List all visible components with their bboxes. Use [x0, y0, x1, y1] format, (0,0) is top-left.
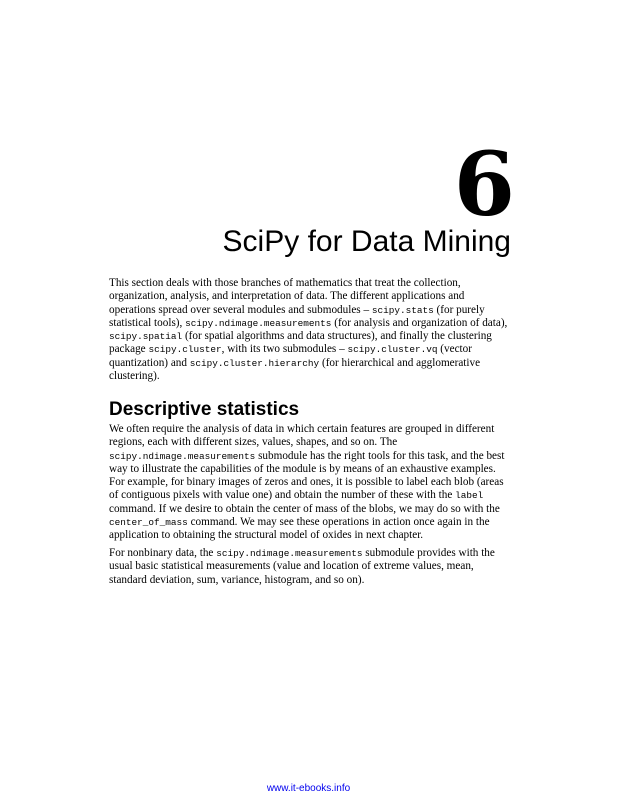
chapter-title: SciPy for Data Mining: [222, 225, 511, 258]
intro-text: (for spatial algorithms and data structures), and finally the clustering package: [109, 330, 492, 356]
desc1-text: submodule has the right tools for this task, and the best way to illustrate the capabilities of the module is by means of an exhaustive examples. For example, for binary images of zeros and ones, it is possible to label each blob (areas of contiguous pixels with value one) and obtain the number of these with the: [109, 449, 505, 502]
section-heading: Descriptive statistics: [109, 399, 300, 420]
intro-text: , with its two submodules –: [221, 343, 348, 356]
code-scipy-cluster: scipy.cluster: [148, 344, 222, 356]
chapter-number: 6: [453, 132, 515, 236]
intro-text: (for analysis and organization of data),: [331, 316, 508, 329]
code-scipy-ndimage-measurements: scipy.ndimage.measurements: [216, 548, 363, 559]
code-scipy-stats: scipy.stats: [371, 304, 434, 316]
code-label: label: [455, 490, 484, 502]
code-scipy-cluster-vq: scipy.cluster.vq: [347, 344, 438, 356]
descriptive-paragraph-1: [109, 423, 511, 543]
code-center-of-mass: center_of_mass: [109, 517, 188, 529]
intro-text: (for purely statistical tools),: [109, 303, 485, 329]
desc1-text: command. If we desire to obtain the center of mass of the blobs, we may do so with the: [109, 502, 500, 515]
desc2-text: For nonbinary data, the: [109, 547, 217, 559]
intro-text: This section deals with those branches of mathematics that treat the collection, organization, analysis, and interpretation of data. The different applications and operations spread over several modules and submodules –: [109, 277, 465, 316]
intro-paragraph: [109, 277, 511, 383]
code-scipy-ndimage-measurements: scipy.ndimage.measurements: [109, 450, 256, 462]
intro-text: (vector quantization) and: [109, 343, 472, 369]
footer-link[interactable]: www.it-ebooks.info: [266, 783, 351, 794]
desc1-text: command. We may see these operations in action once again in the application to obtaining the structural model of oxides in next chapter.: [109, 516, 490, 542]
descriptive-paragraph-2: [109, 547, 511, 587]
desc2-text: submodule provides with the usual basic statistical measurements (value and location of extreme values, mean, standard deviation, sum, variance, histogram, and so on).: [109, 547, 495, 586]
code-scipy-cluster-hierarchy: scipy.cluster.hierarchy: [189, 357, 320, 369]
intro-text: (for hierarchical and agglomerative clustering).: [109, 356, 481, 383]
code-scipy-ndimage-measurements: scipy.ndimage.measurements: [185, 317, 332, 329]
code-scipy-spatial: scipy.spatial: [109, 331, 183, 343]
desc1-text: We often require the analysis of data in which certain features are grouped in different regions, each with different sizes, values, shapes, and so on. The: [109, 423, 495, 449]
